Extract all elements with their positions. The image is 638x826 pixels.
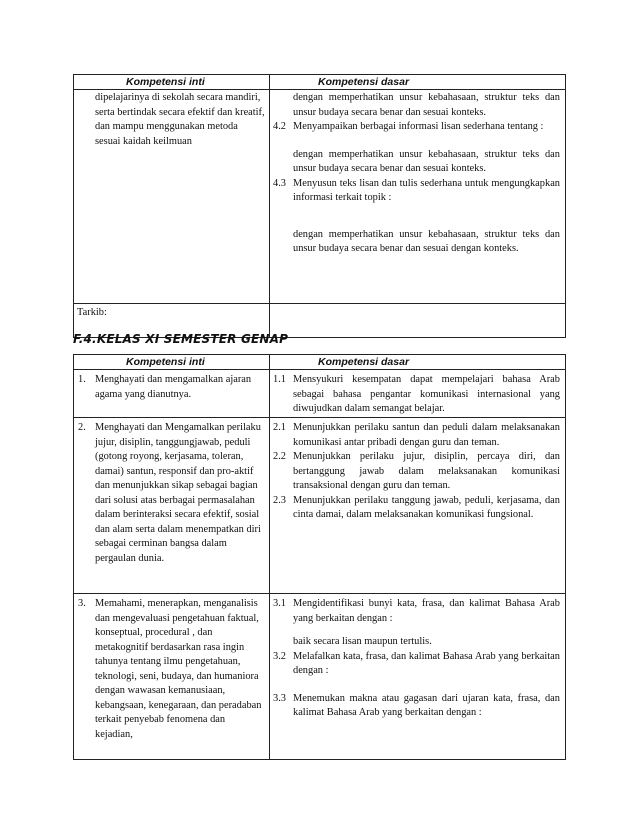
item-text: Melafalkan kata, frasa, dan kalimat Bahasa Arab yang berkaitan dengan : [293,650,560,676]
list-item [78,373,265,402]
header-kompetensi-dasar: Kompetensi dasar [270,355,566,370]
item-number: 1. [78,374,86,385]
table-row [74,418,566,594]
item-text: Menyusun teks lisan dan tulis sederhana untuk mengungkapkan informasi terkait topik : [293,177,560,203]
list-item [78,597,265,742]
basic-competency-cell [270,90,566,304]
continuation-text: dengan memperhatikan unsur kebahasaan, struktur teks dan unsur budaya secara benar dan sesuai konteks. [293,148,560,174]
item-number: 3. [78,598,86,609]
table-row [74,90,566,304]
competency-table-2 [73,354,566,760]
table-row [74,594,566,760]
list-item [273,597,560,626]
list-item [78,421,265,566]
item-number: 3.3 [273,692,286,704]
core-competency-cell [74,594,270,760]
list-item [273,421,560,450]
item-text: Mengidentifikasi bunyi kata, frasa, dan kalimat Bahasa Arab yang berkaitan dengan : [293,598,560,624]
core-competency-cell [74,370,270,418]
list-item [273,650,560,679]
list-item [273,450,560,494]
tarkib-label: Tarkib: [74,304,270,338]
list-item [273,177,560,206]
core-competency-cell [74,90,270,304]
item-text: Mensyukuri kesempatan dapat mempelajari bahasa Arab sebagai bahasa pengantar komunikasi internasional yang diwujudkan dalam semangat belajar. [293,374,560,414]
item-text: Menyampaikan berbagai informasi lisan sederhana tentang : [293,121,544,132]
item-number: 4.2 [273,121,286,132]
item-number: 3.2 [273,650,286,662]
item-number: 1.1 [273,374,286,385]
item-text: Menemukan makna atau gagasan dari ujaran kata, frasa, dan kalimat Bahasa Arab yang berkaitan dengan : [293,692,560,718]
item-number: 3.1 [273,598,286,609]
core-competency-cell [74,418,270,594]
table-header [74,75,566,90]
header-kompetensi-inti: Kompetensi inti [74,355,270,370]
item-number: 2.2 [273,451,286,462]
item-text: Menunjukkan perilaku jujur, disiplin, percaya diri, dan bertanggung jawab dalam melaksanakan komunikasi transaksional dengan guru dan teman. [293,451,560,491]
item-number: 4.3 [273,177,286,189]
list-item [273,120,560,135]
header-kompetensi-dasar: Kompetensi dasar [270,75,566,90]
item-text: Menunjukkan perilaku santun dan peduli dalam melaksanakan komunikasi antar pribadi dengan guru dan teman. [293,422,560,448]
item-text: Memahami, menerapkan, menganalisis dan mengevaluasi pengetahuan faktual, konseptual, procedural , dan metakognitif berdasarkan rasa ingin tahunya tentang ilmu pengetahuan, teknologi, seni, budaya, dan humaniora dengan wawasan kemanusiaan, kebangsaan, kenegaraan, dan peradaban terkait penyebab fenomena dan kejadian, [95,598,262,740]
continuation-text: dengan memperhatikan unsur kebahasaan, struktur teks dan unsur budaya secara benar dan sesuai dengan konteks. [293,228,560,254]
basic-competency-cell [270,418,566,594]
item-text: Menunjukkan perilaku tanggung jawab, peduli, kerjasama, dan cinta damai, dalam melaksanakan komunikasi fungsional. [293,494,560,520]
list-item [273,494,560,523]
item-number: 2. [78,422,86,433]
section-title: F.4.KELAS XI SEMESTER GENAP [73,332,289,346]
table-row [74,370,566,418]
basic-competency-cell [270,370,566,418]
tarkib-value [270,304,566,338]
continuation-text: baik secara lisan maupun tertulis. [293,636,432,647]
core-competency-text: dipelajarinya di sekolah secara mandiri, serta bertindak secara efektif dan kreatif, dan mampu menggunakan metoda sesuai kaidah keilmuan [95,92,265,147]
item-number: 2.3 [273,494,286,506]
item-text: Menghayati dan Mengamalkan perilaku jujur, disiplin, tanggungjawab, peduli (gotong royong, kerjasama, toleran, damai) santun, responsif dan pro-aktif dan menunjukkan sikap sebagai bagian dari solusi atas berbagai permasalahan dalam berinteraksi secara efektif, sosial dan alam serta dalam menempatkan diri sebagai cerminan bangsa dalam pergaulan dunia. [95,422,261,564]
continuation-text: dengan memperhatikan unsur kebahasaan, struktur teks dan unsur budaya secara benar dan sesuai konteks. [293,92,560,118]
list-item [273,373,560,417]
list-item [273,692,560,721]
item-number: 2.1 [273,422,286,433]
header-kompetensi-inti: Kompetensi inti [74,75,270,90]
table-header [74,355,566,370]
competency-table-1 [73,74,566,338]
basic-competency-cell [270,594,566,760]
item-text: Menghayati dan mengamalkan ajaran agama yang dianutnya. [95,374,252,400]
